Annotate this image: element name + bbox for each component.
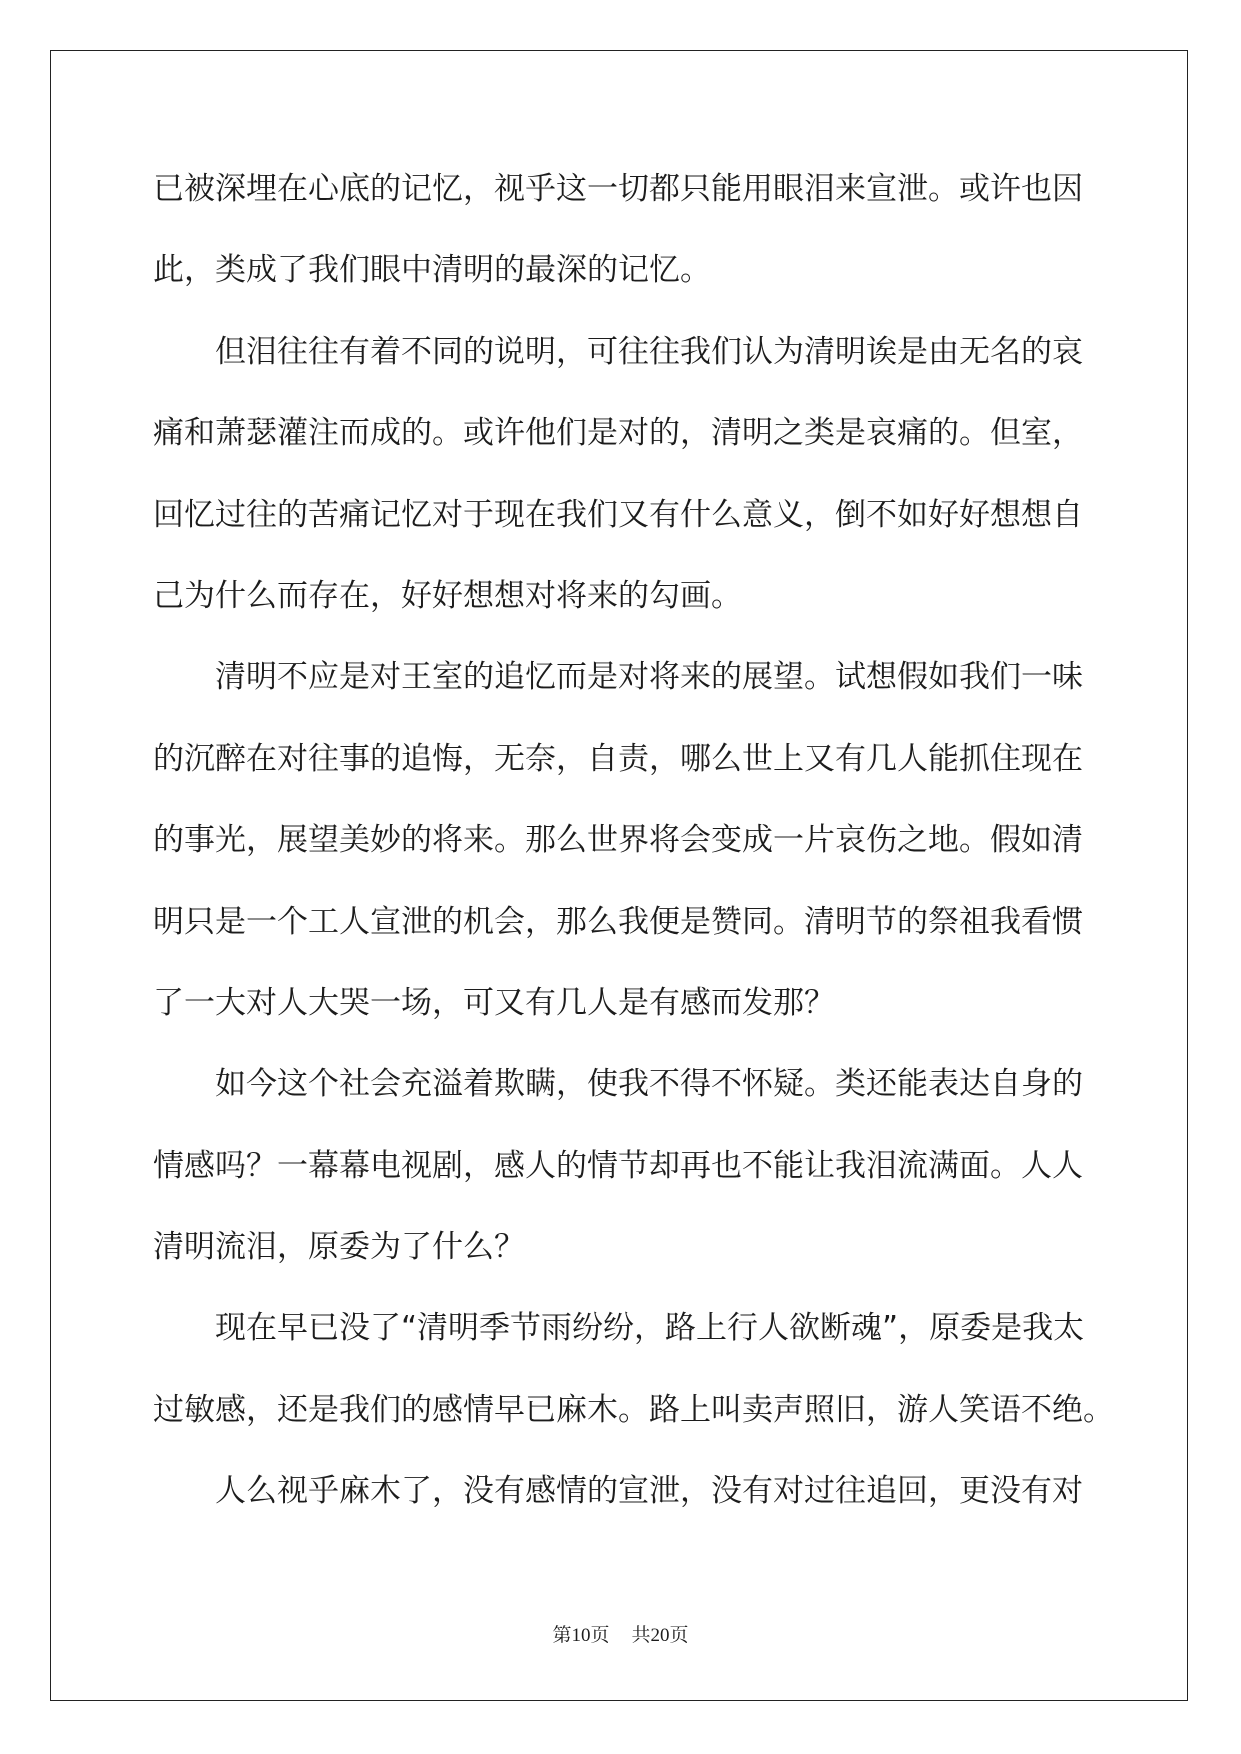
text-line: 己为什么而存在，好好想想对将来的勾画。 [153, 577, 742, 614]
text-line: 痛和萧瑟灌注而成的。或许他们是对的，清明之类是哀痛的。但室， [153, 415, 1083, 452]
page-footer [0, 1620, 1241, 1647]
text-line: 清明不应是对王室的追忆而是对将来的展望。试想假如我们一味 [215, 659, 1083, 696]
text-line: 的沉醉在对往事的追悔，无奈，自责，哪么世上又有几人能抓住现在 [153, 740, 1083, 777]
text-line: 现在早已没了“清明季节雨纷纷，路上行人欲断魂”，原委是我太 [215, 1310, 1085, 1347]
text-line: 此，类成了我们眼中清明的最深的记忆。 [153, 252, 711, 289]
text-line: 明只是一个工人宣泄的机会，那么我便是赞同。清明节的祭祖我看惯 [153, 903, 1083, 940]
text-line: 清明流泪，原委为了什么？ [153, 1229, 525, 1266]
text-line: 已被深埋在心底的记忆，视乎这一切都只能用眼泪来宣泄。或许也因 [153, 171, 1083, 207]
text-line: 但泪往往有着不同的说明，可往往我们认为清明诶是由无名的哀 [215, 333, 1083, 370]
text-line: 回忆过往的苦痛记忆对于现在我们又有什么意义，倒不如好好想想自 [153, 496, 1083, 533]
text-line: 了一大对人大哭一场，可又有几人是有感而发那？ [153, 984, 835, 1021]
current-page-label: 第10页 [552, 1625, 610, 1646]
text-line: 人么视乎麻木了，没有感情的宣泄，没有对过往追回，更没有对 [215, 1473, 1083, 1510]
text-line: 情感吗？一幕幕电视剧，感人的情节却再也不能让我泪流满面。人人 [153, 1147, 1083, 1184]
total-pages-label: 共20页 [631, 1625, 689, 1646]
document-body [153, 149, 1183, 1533]
text-line: 过敏感，还是我们的感情早已麻木。路上叫卖声照旧，游人笑语不绝。 [153, 1391, 1114, 1428]
text-line: 的事光，展望美妙的将来。那么世界将会变成一片哀伤之地。假如清 [153, 822, 1083, 859]
text-line: 如今这个社会充溢着欺瞒，使我不得不怀疑。类还能表达自身的 [215, 1066, 1083, 1103]
